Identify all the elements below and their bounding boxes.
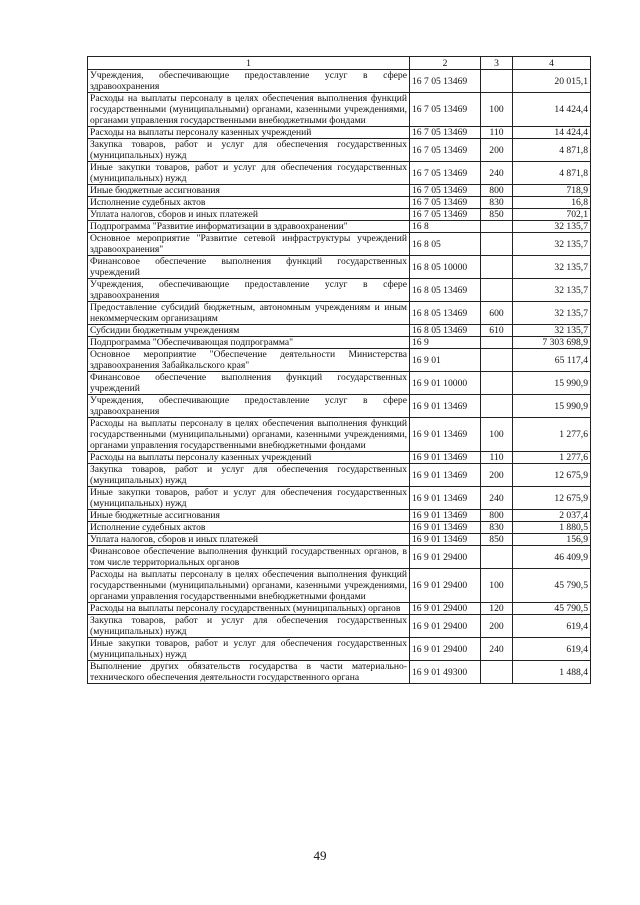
row-description: Расходы на выплаты персоналу в целях обеспечения выполнения функций государственными (муниципальными) органами, казенными учреждениями, органами управления государственными внебюджетными фондами [88, 93, 410, 127]
row-description: Учреждения, обеспечивающие предоставление услуг в сфере здравоохранения [88, 70, 410, 93]
row-amount: 12 675,9 [513, 464, 591, 487]
row-amount: 32 135,7 [513, 221, 591, 233]
row-description: Учреждения, обеспечивающие предоставление услуг в сфере здравоохранения [88, 279, 410, 302]
row-code: 16 9 [410, 337, 481, 349]
row-code: 16 8 05 13469 [410, 325, 481, 337]
row-amount: 702,1 [513, 209, 591, 221]
table-row [88, 337, 591, 349]
table-row [88, 279, 591, 302]
row-description: Финансовое обеспечение выполнения функций государственных учреждений [88, 372, 410, 395]
row-code: 16 8 [410, 221, 481, 233]
row-description: Исполнение судебных актов [88, 197, 410, 209]
row-description: Исполнение судебных актов [88, 522, 410, 534]
table-row [88, 452, 591, 464]
row-amount: 32 135,7 [513, 256, 591, 279]
table-row [88, 302, 591, 325]
col-header-3: 3 [481, 57, 513, 70]
table-row [88, 162, 591, 185]
page-number: 49 [313, 848, 327, 863]
table-row [88, 197, 591, 209]
row-expense-type: 850 [481, 534, 513, 546]
row-expense-type: 110 [481, 127, 513, 139]
row-amount: 14 424,4 [513, 127, 591, 139]
table-header-row [88, 57, 591, 70]
row-code: 16 9 01 29400 [410, 603, 481, 615]
row-expense-type [481, 221, 513, 233]
row-expense-type [481, 546, 513, 569]
row-code: 16 8 05 10000 [410, 256, 481, 279]
col-header-1: 1 [88, 57, 410, 70]
table-row [88, 546, 591, 569]
row-description: Учреждения, обеспечивающие предоставление услуг в сфере здравоохранения [88, 395, 410, 418]
row-amount: 1 277,6 [513, 452, 591, 464]
table-row [88, 127, 591, 139]
row-expense-type: 200 [481, 464, 513, 487]
row-expense-type [481, 349, 513, 372]
table-row [88, 185, 591, 197]
table-row [88, 638, 591, 661]
row-code: 16 9 01 13469 [410, 395, 481, 418]
table-body [88, 70, 591, 684]
row-amount: 1 880,5 [513, 522, 591, 534]
row-code: 16 9 01 13469 [410, 510, 481, 522]
row-code: 16 9 01 13469 [410, 464, 481, 487]
table-row [88, 221, 591, 233]
row-code: 16 7 05 13469 [410, 139, 481, 162]
row-amount: 1 488,4 [513, 661, 591, 684]
row-expense-type: 830 [481, 197, 513, 209]
row-expense-type: 240 [481, 487, 513, 510]
row-description: Закупка товаров, работ и услуг для обеспечения государственных (муниципальных) нужд [88, 464, 410, 487]
row-expense-type: 830 [481, 522, 513, 534]
table-row [88, 569, 591, 603]
table-row [88, 209, 591, 221]
row-expense-type: 120 [481, 603, 513, 615]
row-code: 16 9 01 29400 [410, 546, 481, 569]
row-expense-type [481, 395, 513, 418]
row-amount: 1 277,6 [513, 418, 591, 452]
row-description: Основное мероприятие "Обеспечение деятельности Министерства здравоохранения Забайкальского края" [88, 349, 410, 372]
col-header-4: 4 [513, 57, 591, 70]
row-amount: 45 790,5 [513, 603, 591, 615]
row-expense-type [481, 279, 513, 302]
row-amount: 16,8 [513, 197, 591, 209]
table-row [88, 661, 591, 684]
row-amount: 4 871,8 [513, 139, 591, 162]
budget-table [87, 56, 591, 684]
row-description: Уплата налогов, сборов и иных платежей [88, 534, 410, 546]
row-code: 16 7 05 13469 [410, 70, 481, 93]
col-header-2: 2 [410, 57, 481, 70]
row-expense-type [481, 661, 513, 684]
row-description: Расходы на выплаты персоналу в целях обеспечения выполнения функций государственными (муниципальными) органами, казенными учреждениями, органами управления государственными внебюджетными фондами [88, 418, 410, 452]
row-amount: 32 135,7 [513, 233, 591, 256]
row-code: 16 8 05 13469 [410, 302, 481, 325]
table-row [88, 615, 591, 638]
row-expense-type: 600 [481, 302, 513, 325]
row-expense-type: 110 [481, 452, 513, 464]
row-description: Расходы на выплаты персоналу казенных учреждений [88, 127, 410, 139]
row-description: Иные закупки товаров, работ и услуг для обеспечения государственных (муниципальных) нужд [88, 638, 410, 661]
row-amount: 65 117,4 [513, 349, 591, 372]
row-description: Основное мероприятие "Развитие сетевой инфраструктуры учреждений здравоохранения" [88, 233, 410, 256]
row-amount: 156,9 [513, 534, 591, 546]
table-row [88, 372, 591, 395]
row-code: 16 9 01 13469 [410, 452, 481, 464]
row-description: Иные закупки товаров, работ и услуг для обеспечения государственных (муниципальных) нужд [88, 487, 410, 510]
row-code: 16 7 05 13469 [410, 93, 481, 127]
row-description: Субсидии бюджетным учреждениям [88, 325, 410, 337]
row-expense-type: 200 [481, 615, 513, 638]
row-description: Финансовое обеспечение выполнения функций государственных органов, в том числе территориальных органов [88, 546, 410, 569]
row-expense-type: 850 [481, 209, 513, 221]
table-row [88, 325, 591, 337]
row-amount: 4 871,8 [513, 162, 591, 185]
row-code: 16 9 01 29400 [410, 569, 481, 603]
row-code: 16 9 01 [410, 349, 481, 372]
row-code: 16 9 01 13469 [410, 534, 481, 546]
row-code: 16 7 05 13469 [410, 185, 481, 197]
row-description: Уплата налогов, сборов и иных платежей [88, 209, 410, 221]
row-expense-type: 240 [481, 638, 513, 661]
row-expense-type: 100 [481, 93, 513, 127]
row-code: 16 9 01 10000 [410, 372, 481, 395]
table-row [88, 139, 591, 162]
table-row [88, 93, 591, 127]
table-row [88, 233, 591, 256]
row-description: Финансовое обеспечение выполнения функций государственных учреждений [88, 256, 410, 279]
row-expense-type: 800 [481, 510, 513, 522]
row-amount: 32 135,7 [513, 279, 591, 302]
table-row [88, 522, 591, 534]
row-code: 16 8 05 [410, 233, 481, 256]
row-description: Расходы на выплаты персоналу государственных (муниципальных) органов [88, 603, 410, 615]
row-expense-type [481, 233, 513, 256]
row-expense-type [481, 337, 513, 349]
table-row [88, 256, 591, 279]
table-row [88, 349, 591, 372]
row-code: 16 9 01 13469 [410, 487, 481, 510]
row-code: 16 7 05 13469 [410, 197, 481, 209]
row-expense-type [481, 256, 513, 279]
row-amount: 12 675,9 [513, 487, 591, 510]
row-description: Расходы на выплаты персоналу казенных учреждений [88, 452, 410, 464]
row-amount: 2 037,4 [513, 510, 591, 522]
row-amount: 32 135,7 [513, 302, 591, 325]
row-expense-type [481, 372, 513, 395]
row-code: 16 8 05 13469 [410, 279, 481, 302]
row-code: 16 9 01 49300 [410, 661, 481, 684]
row-amount: 619,4 [513, 615, 591, 638]
table-row [88, 534, 591, 546]
row-description: Закупка товаров, работ и услуг для обеспечения государственных (муниципальных) нужд [88, 139, 410, 162]
table-row [88, 510, 591, 522]
row-expense-type: 800 [481, 185, 513, 197]
row-expense-type: 200 [481, 139, 513, 162]
table-row [88, 418, 591, 452]
table-row [88, 395, 591, 418]
row-amount: 46 409,9 [513, 546, 591, 569]
row-description: Иные закупки товаров, работ и услуг для обеспечения государственных (муниципальных) нужд [88, 162, 410, 185]
table-row [88, 464, 591, 487]
row-code: 16 9 01 13469 [410, 418, 481, 452]
row-description: Иные бюджетные ассигнования [88, 185, 410, 197]
row-amount: 14 424,4 [513, 93, 591, 127]
row-code: 16 7 05 13469 [410, 209, 481, 221]
row-amount: 32 135,7 [513, 325, 591, 337]
row-description: Подпрограмма "Развитие информатизации в здравоохранении" [88, 221, 410, 233]
table-row [88, 487, 591, 510]
row-expense-type: 240 [481, 162, 513, 185]
table-row [88, 603, 591, 615]
row-description: Закупка товаров, работ и услуг для обеспечения государственных (муниципальных) нужд [88, 615, 410, 638]
row-description: Предоставление субсидий бюджетным, автономным учреждениям и иным некоммерческим организациям [88, 302, 410, 325]
row-amount: 619,4 [513, 638, 591, 661]
row-description: Расходы на выплаты персоналу в целях обеспечения выполнения функций государственными (муниципальными) органами, казенными учреждениями, органами управления государственными внебюджетными фондами [88, 569, 410, 603]
row-expense-type: 100 [481, 418, 513, 452]
row-code: 16 9 01 29400 [410, 615, 481, 638]
row-amount: 7 303 698,9 [513, 337, 591, 349]
row-description: Выполнение других обязательств государства в части материально-технического обеспечения деятельности государственного органа [88, 661, 410, 684]
row-expense-type: 100 [481, 569, 513, 603]
row-code: 16 7 05 13469 [410, 127, 481, 139]
row-code: 16 9 01 13469 [410, 522, 481, 534]
row-expense-type: 610 [481, 325, 513, 337]
row-amount: 20 015,1 [513, 70, 591, 93]
row-description: Подпрограмма "Обеспечивающая подпрограмма" [88, 337, 410, 349]
row-code: 16 9 01 29400 [410, 638, 481, 661]
row-amount: 718,9 [513, 185, 591, 197]
row-amount: 15 990,9 [513, 395, 591, 418]
row-amount: 45 790,5 [513, 569, 591, 603]
row-description: Иные бюджетные ассигнования [88, 510, 410, 522]
row-amount: 15 990,9 [513, 372, 591, 395]
row-code: 16 7 05 13469 [410, 162, 481, 185]
row-expense-type [481, 70, 513, 93]
table-row [88, 70, 591, 93]
